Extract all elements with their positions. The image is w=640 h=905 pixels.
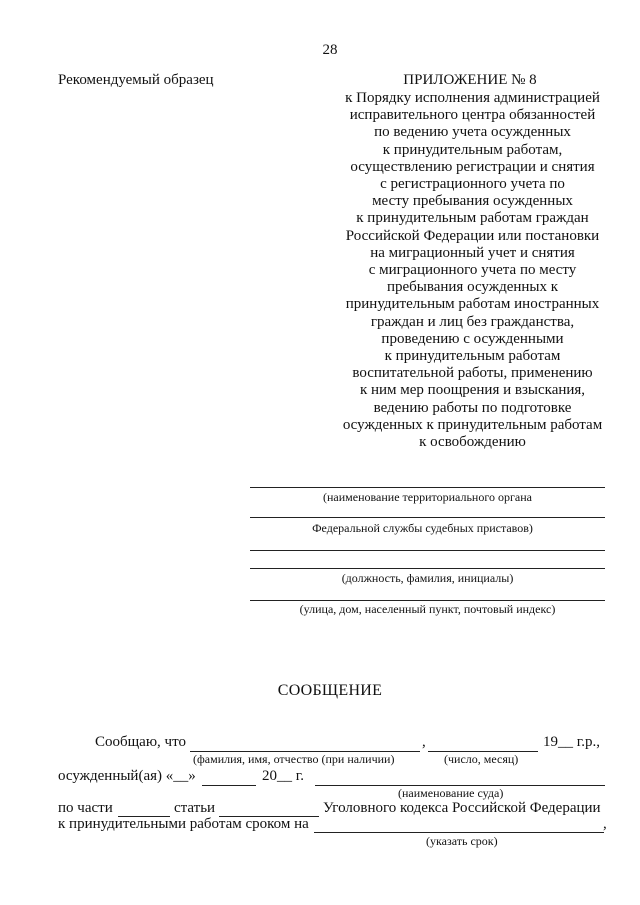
appendix-line: пребывания осужденных к xyxy=(386,279,559,296)
label-forced-labor-term: к принудительными работам сроком на xyxy=(58,816,309,832)
form-prefix-convicted: осужденный(ая) «__» xyxy=(58,768,196,784)
message-heading: СООБЩЕНИЕ xyxy=(277,682,383,699)
page-number: 28 xyxy=(322,42,338,58)
appendix-line: к принудительным работам xyxy=(384,348,561,365)
caption-fio: (фамилия, имя, отчество (при наличии) xyxy=(193,752,395,766)
addressee-line-2[interactable] xyxy=(250,517,605,518)
appendix-line: месту пребывания осужденных xyxy=(372,193,573,210)
label-article: статьи xyxy=(174,800,216,816)
appendix-line: по ведению учета осужденных xyxy=(374,124,571,141)
caption-court: (наименование суда) xyxy=(398,786,504,800)
addressee-line-4[interactable] xyxy=(250,568,605,569)
appendix-line: к ним мер поощрения и взыскания, xyxy=(359,382,586,399)
appendix-line: осуществлению регистрации и снятия xyxy=(350,158,595,175)
addressee-line-1[interactable] xyxy=(250,487,605,488)
addressee-line-3[interactable] xyxy=(250,550,605,551)
appendix-line: Российской Федерации или постановки xyxy=(345,227,600,244)
appendix-line: к принудительным работам граждан xyxy=(356,210,589,227)
addressee-caption-position: (должность, фамилия, инициалы) xyxy=(341,571,514,585)
caption-date: (число, месяц) xyxy=(444,752,519,766)
term-field[interactable] xyxy=(314,832,604,833)
appendix-line: воспитательной работы, применению xyxy=(352,365,593,382)
caption-term: (указать срок) xyxy=(426,834,498,848)
addressee-caption-address: (улица, дом, населенный пункт, почтовый индекс) xyxy=(299,602,556,616)
sample-label: Рекомендуемый образец xyxy=(58,72,214,88)
appendix-line: к освобождению xyxy=(419,434,526,451)
addressee-caption-organ: (наименование территориального органа xyxy=(323,490,532,504)
appendix-line: граждан и лиц без гражданства, xyxy=(370,313,575,330)
appendix-text xyxy=(330,90,615,451)
appendix-line: исправительного центра обязанностей xyxy=(349,107,596,124)
appendix-line: осужденных к принудительным работам xyxy=(342,416,603,433)
appendix-title: ПРИЛОЖЕНИЕ № 8 xyxy=(403,72,537,88)
sentence-month-field[interactable] xyxy=(202,785,256,786)
appendix-line: проведению с осужденными xyxy=(381,330,564,347)
label-part: по части xyxy=(58,800,113,816)
appendix-line: с миграционного учета по месту xyxy=(368,262,577,279)
appendix-line: к Порядку исполнения администрацией xyxy=(345,90,600,106)
appendix-line: ведению работы по подготовке xyxy=(373,399,572,416)
appendix-line: на миграционный учет и снятия xyxy=(370,244,575,261)
appendix-line: принудительным работам иностранных xyxy=(345,296,600,313)
addressee-line-5[interactable] xyxy=(250,600,605,601)
form-end-comma: , xyxy=(603,816,607,832)
form-prefix-report: Сообщаю, что xyxy=(95,734,186,750)
addressee-caption-service: Федеральной службы судебных приставов) xyxy=(312,521,533,535)
appendix-line: к принудительным работам, xyxy=(382,141,563,158)
appendix-line: с регистрационного учета по xyxy=(380,176,565,193)
form-comma: , xyxy=(422,734,426,750)
sentence-year-label: 20__ г. xyxy=(262,768,304,784)
label-criminal-code: Уголовного кодекса Российской Федерации xyxy=(323,800,601,816)
birth-year-suffix: 19__ г.р., xyxy=(543,734,600,750)
